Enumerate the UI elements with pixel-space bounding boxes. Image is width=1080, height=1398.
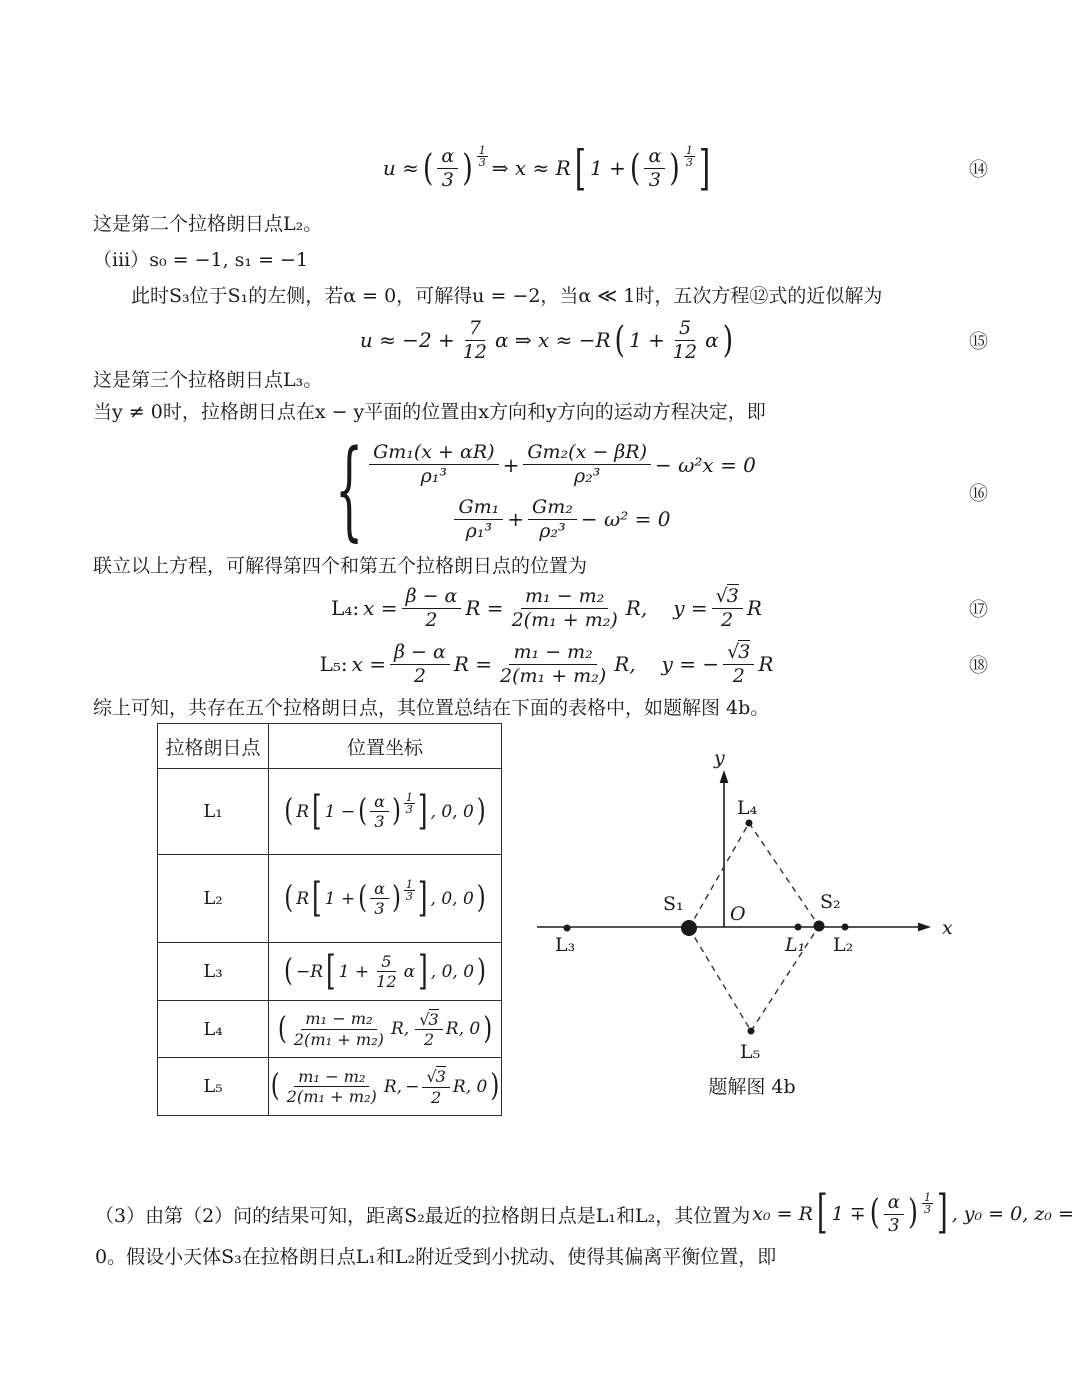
eq18-x-equals: x = bbox=[351, 652, 387, 676]
point-l4-label: L₄ bbox=[737, 797, 758, 819]
equation-tag-14: ⑭ bbox=[968, 158, 988, 181]
fraction-alpha-3: $\frac{\alpha}{3}$ bbox=[437, 145, 458, 192]
equation-tag-15: ⑮ bbox=[968, 330, 988, 353]
table-row-l1 bbox=[158, 769, 502, 855]
figure-4b bbox=[522, 748, 982, 1099]
l5-coordinates: ( $\frac{\text{m₁ − m₂}}{\text{2(m₁ + m₂)}}$ R, − √ 3 2 R, 0 ) bbox=[270, 1066, 500, 1107]
table-row-l5 bbox=[158, 1058, 502, 1116]
point-s2 bbox=[814, 921, 825, 932]
para-line-summary: 综上可知，共存在五个拉格朗日点，其位置总结在下面的表格中，如题解图 4b。 bbox=[93, 697, 770, 719]
para-line-l3: 这是第三个拉格朗日点L₃。 bbox=[93, 369, 323, 391]
eq18-r-final: R bbox=[758, 652, 774, 676]
point-l5 bbox=[748, 1028, 755, 1035]
fraction-gm1-term: $\frac{\text{Gm₁(x + αR)}}{\text{ρ₁³}}$ bbox=[369, 441, 499, 488]
para-line-case-iii: （iii）s₀ = −1, s₁ = −1 bbox=[93, 249, 309, 271]
point-l3-label: L₃ bbox=[555, 934, 576, 956]
point-l2-label: L₂ bbox=[833, 934, 854, 956]
point-l3 bbox=[564, 925, 571, 932]
table-header-coords: 位置坐标 bbox=[269, 724, 502, 769]
point-s1-label: S₁ bbox=[663, 893, 684, 915]
eq18-r-comma: R, bbox=[614, 652, 636, 676]
fraction-sqrt3-2: √ 3 2 bbox=[723, 640, 754, 688]
fraction-beta-alpha-2: $\frac{\beta - \alpha}{2}$ bbox=[402, 585, 462, 632]
eq16-row1 bbox=[367, 441, 758, 488]
point-s2-label: S₂ bbox=[820, 891, 841, 913]
eq15-inner: 1 + bbox=[629, 328, 665, 352]
plus-sign: + bbox=[507, 507, 525, 532]
eq14-mid: ⇒ x ≈ R bbox=[491, 156, 571, 180]
left-paren: ( bbox=[422, 147, 434, 189]
point-l4 bbox=[746, 820, 753, 827]
equation-tag-18: ⑱ bbox=[968, 654, 988, 677]
bottom-paragraph-line2: 0。假设小天体S₃在拉格朗日点L₁和L₂附近受到小扰动、使得其偏离平衡位置，即 bbox=[95, 1246, 777, 1268]
eq16-row2-tail: − ω² = 0 bbox=[580, 507, 671, 532]
row-label-l5: L₅ bbox=[158, 1058, 269, 1116]
eq18-label: L₅: bbox=[319, 652, 348, 676]
lagrange-diagram bbox=[522, 748, 982, 1066]
l2-coordinates: ( R [ 1 + ( $\frac{\alpha}{3}$ ) 1 3 ] , 0, 0 ) bbox=[284, 873, 486, 922]
eq15-lhs: u ≈ −2 + bbox=[359, 328, 455, 352]
fraction-alpha-3: $\frac{\alpha}{3}$ bbox=[644, 145, 665, 192]
eq14-lhs: u ≈ bbox=[382, 156, 419, 180]
bottom-inline-math: x₀ = R [ 1 ∓ ( $\frac{\alpha}{3}$ ) 1 3 ] , y₀ = 0, z₀ = bbox=[752, 1186, 1074, 1240]
eq17-r-equals: R = bbox=[465, 596, 504, 620]
system-brace: { bbox=[335, 428, 364, 554]
exponent-one-third: 1 3 bbox=[685, 143, 693, 170]
exponent-one-third: 1 3 bbox=[478, 143, 486, 170]
table-header-row bbox=[158, 724, 502, 769]
row-label-l1: L₁ bbox=[158, 769, 269, 855]
right-bracket: ] bbox=[698, 139, 711, 196]
table-row-l4 bbox=[158, 1001, 502, 1058]
plus-sign: + bbox=[502, 452, 520, 477]
eq17-r-comma: R, bbox=[625, 596, 648, 620]
table-header-point: 拉格朗日点 bbox=[158, 724, 269, 769]
table-row-l3 bbox=[158, 943, 502, 1001]
eq17-y-equals: y = bbox=[673, 596, 708, 620]
eq17-r-final: R bbox=[746, 596, 762, 620]
fraction-mass-ratio: $\frac{\text{m₁ − m₂}}{\text{2(m₁ + m₂)}}$ bbox=[511, 584, 618, 631]
fraction-sqrt3-2: √ 3 2 bbox=[712, 584, 743, 632]
para-line-approx-solution: 此时S₃位于S₁的左侧，若α = 0，可解得u = −2，当α ≪ 1时，五次方程⑫式的近似解为 bbox=[131, 285, 883, 307]
equation-16 bbox=[93, 428, 1000, 554]
bottom-paragraph-line1 bbox=[95, 1188, 1076, 1240]
y-axis-arrow bbox=[720, 770, 729, 783]
equation-18 bbox=[93, 636, 1000, 692]
equation-tag-17: ⑰ bbox=[968, 598, 988, 621]
fraction-7-12: $\frac{7}{12}$ bbox=[462, 316, 487, 363]
table-row-l2 bbox=[158, 855, 502, 943]
point-l1-label: L₁ bbox=[785, 934, 806, 956]
dashed-line-s1-l5 bbox=[689, 928, 751, 1031]
lagrange-table bbox=[157, 723, 502, 1116]
eq15-mid: α ⇒ x ≈ −R bbox=[494, 328, 611, 352]
x-axis-arrow bbox=[918, 923, 931, 932]
right-paren: ) bbox=[722, 319, 734, 361]
equation-14 bbox=[93, 126, 1000, 210]
point-l1 bbox=[795, 924, 802, 931]
left-paren: ( bbox=[614, 319, 626, 361]
l3-coordinates: ( −R [ 1 + $\frac{5}{12}$ α ] , 0, 0 ) bbox=[284, 946, 486, 995]
left-paren: ( bbox=[629, 147, 641, 189]
eq18-y-equals: y = − bbox=[661, 652, 720, 676]
row-label-l4: L₄ bbox=[158, 1001, 269, 1058]
point-s1 bbox=[681, 920, 697, 936]
fraction-mass-ratio: $\frac{\text{m₁ − m₂}}{\text{2(m₁ + m₂)}}$ bbox=[500, 640, 607, 687]
origin-label: O bbox=[730, 903, 746, 925]
l1-coordinates: ( R [ 1 − ( $\frac{\alpha}{3}$ ) 1 3 ] , 0, 0 ) bbox=[284, 786, 486, 835]
eq15-alpha: α bbox=[705, 328, 719, 352]
fraction-gm2: $\frac{\text{Gm₂}}{\text{ρ₂³}}$ bbox=[528, 496, 577, 543]
fraction-beta-alpha-2: $\frac{\beta - \alpha}{2}$ bbox=[390, 641, 450, 688]
eq17-label: L₄: bbox=[331, 596, 360, 620]
eq14-inner: 1 + bbox=[590, 156, 626, 180]
right-paren: ) bbox=[462, 147, 473, 189]
point-l5-label: L₅ bbox=[740, 1041, 761, 1063]
equation-tag-16: ⑯ bbox=[968, 482, 988, 505]
equation-15 bbox=[93, 314, 1000, 366]
left-bracket: [ bbox=[574, 139, 587, 196]
eq16-row2 bbox=[452, 496, 672, 543]
eq18-r-equals: R = bbox=[453, 652, 493, 676]
dashed-line-l4-s2 bbox=[749, 823, 819, 926]
para-line-combine: 联立以上方程，可解得第四个和第五个拉格朗日点的位置为 bbox=[93, 555, 588, 577]
figure-caption: 题解图 4b bbox=[708, 1076, 796, 1098]
para-line-xy-plane: 当y ≠ 0时，拉格朗日点在x − y平面的位置由x方向和y方向的运动方程决定，即 bbox=[93, 401, 766, 423]
right-paren: ) bbox=[669, 147, 680, 189]
row-label-l2: L₂ bbox=[158, 855, 269, 943]
fraction-gm1: $\frac{\text{Gm₁}}{\text{ρ₁³}}$ bbox=[454, 496, 503, 543]
point-l2 bbox=[842, 924, 849, 931]
fraction-5-12: $\frac{5}{12}$ bbox=[672, 316, 698, 363]
fraction-gm2-term: $\frac{\text{Gm₂(x − βR)}}{\text{ρ₂³}}$ bbox=[523, 441, 651, 488]
eq17-x-equals: x = bbox=[363, 596, 398, 620]
l4-coordinates: ( $\frac{\text{m₁ − m₂}}{\text{2(m₁ + m₂)}}$ R, √ 3 2 R, 0 ) bbox=[277, 1009, 493, 1049]
eq16-row1-tail: − ω²x = 0 bbox=[654, 452, 756, 477]
row-label-l3: L₃ bbox=[158, 943, 269, 1001]
para-line-l2: 这是第二个拉格朗日点L₂。 bbox=[93, 213, 323, 235]
equation-17 bbox=[93, 580, 1000, 636]
bottom-text-pre: （3）由第（2）问的结果可知，距离S₂最近的拉格朗日点是L₁和L₂，其位置为 bbox=[95, 1204, 751, 1227]
y-axis-label: y bbox=[714, 748, 725, 769]
x-axis-label: x bbox=[942, 917, 953, 939]
